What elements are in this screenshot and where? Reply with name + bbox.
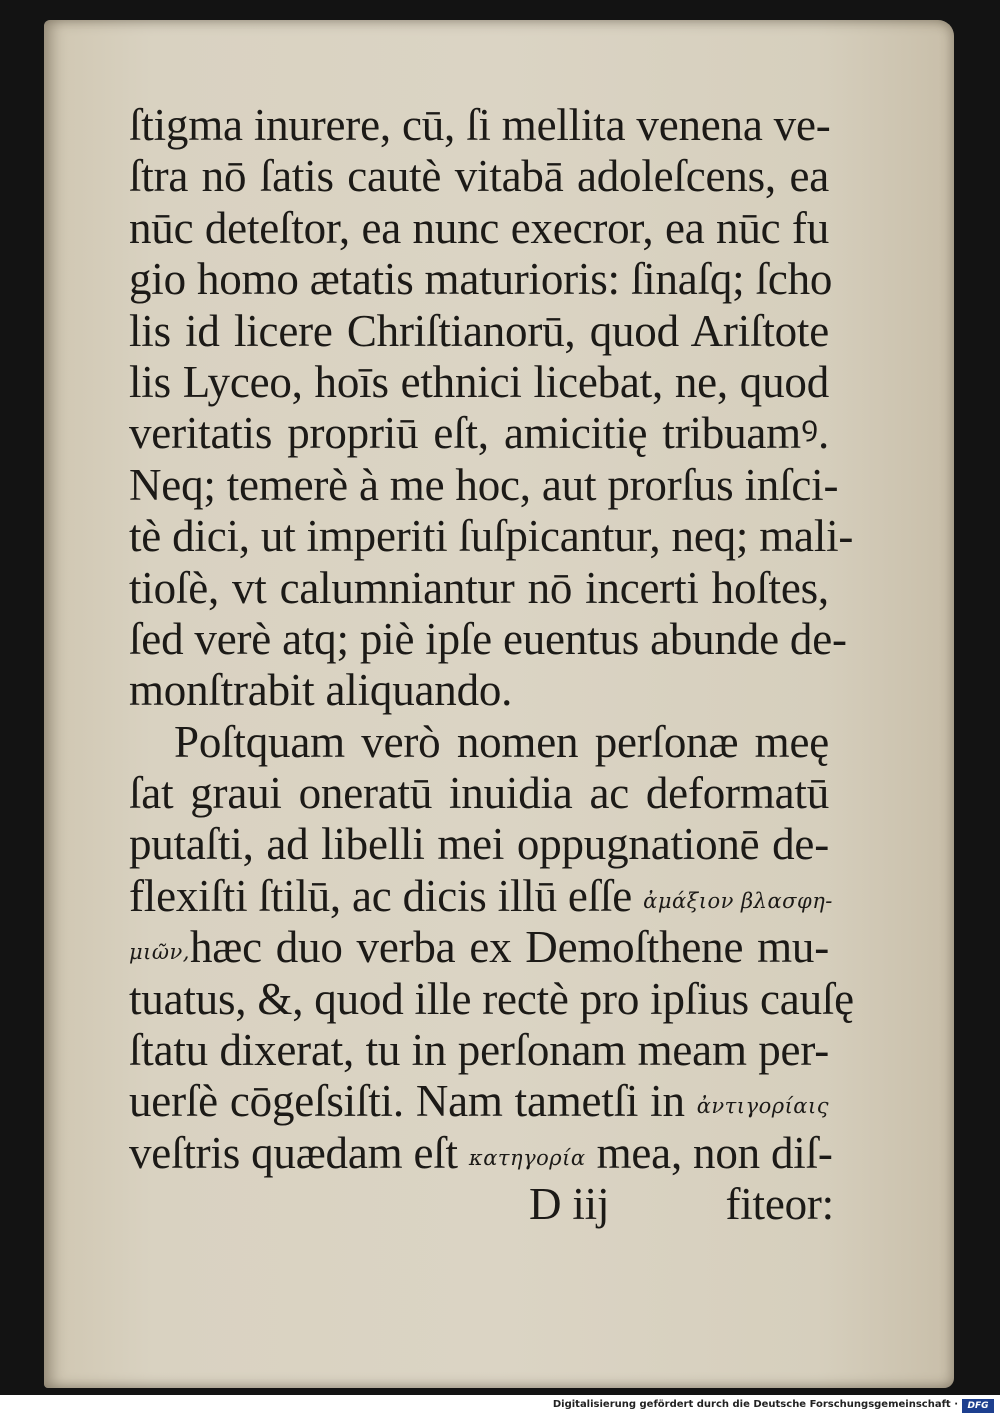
- dfg-logo: DFG: [962, 1399, 994, 1413]
- text-line: tioſè, vt calumniantur nō incerti hoſtes,: [129, 562, 829, 613]
- text-line: monſtrabit aliquando.: [129, 665, 513, 716]
- signature-mark: D iij: [529, 1179, 610, 1230]
- greek-text: μιῶν,: [129, 940, 190, 965]
- latin-text: flexiſti ſtilū, ac dicis illū eſſe: [129, 870, 633, 921]
- text-line: veritatis propriū eſt, amicitię tribuamꝰ.: [129, 408, 829, 459]
- text-line: ſtigma inurere, cū, ſi mellita venena ve-: [129, 100, 831, 150]
- text-line: ſed verè atq; piè ipſe euentus abunde de-: [129, 613, 847, 664]
- greek-text: ἀντιγορίαις: [696, 1094, 829, 1119]
- text-line-with-greek: [129, 922, 829, 973]
- funding-credit: Digitalisierung gefördert durch die Deutsche Forschungsgemeinschaft ·: [552, 1399, 958, 1410]
- text-line-with-greek: [129, 1127, 833, 1179]
- latin-text: mea, non diſ-: [596, 1127, 833, 1178]
- text-line: lis id licere Chriſtianorū, quod Ariſtote: [129, 305, 829, 356]
- text-block: [129, 100, 854, 1231]
- page-footer-line: [129, 1179, 834, 1230]
- text-line-with-greek: [129, 870, 833, 922]
- text-line: nūc deteſtor, ea nunc execror, ea nūc fu: [129, 202, 829, 253]
- greek-text: κατηγορία: [468, 1145, 586, 1170]
- text-line: tuatus, &, quod ille rectè pro ipſius cauſę: [129, 973, 854, 1024]
- text-line: putaſti, ad libelli mei oppugnationē de-: [129, 819, 829, 870]
- catchword: fiteor:: [725, 1179, 834, 1230]
- latin-text: uerſè cōgeſsiſti. Nam tametſi in: [129, 1076, 685, 1127]
- text-line: lis Lyceo, hoīs ethnici licebat, ne, quod: [129, 356, 829, 407]
- text-line: gio homo ætatis maturioris: ſinaſq; ſcho: [129, 254, 833, 305]
- latin-text: veſtris quædam eſt: [129, 1127, 458, 1178]
- text-line: ſtatu dixerat, tu in perſonam meam per-: [129, 1025, 829, 1076]
- greek-text: ἀμάξιον βλασφη-: [643, 888, 833, 913]
- book-page: [44, 20, 954, 1388]
- paragraph-first-line: Poſtquam verò nomen perſonæ meę: [174, 716, 829, 767]
- text-line: Neq; temerè à me hoc, aut prorſus inſci-: [129, 459, 839, 510]
- text-line-with-greek: [129, 1076, 829, 1127]
- latin-text: hæc duo verba ex Demoſthene mu-: [189, 922, 829, 973]
- text-line: ſtra nō ſatis cautè vitabā adoleſcens, ea: [129, 151, 829, 202]
- text-line: ſat graui oneratū inuidia ac deformatū: [129, 768, 829, 819]
- credit-bar: [0, 1396, 1000, 1417]
- text-line: tè dici, ut imperiti ſuſpicantur, neq; mali-: [129, 511, 854, 562]
